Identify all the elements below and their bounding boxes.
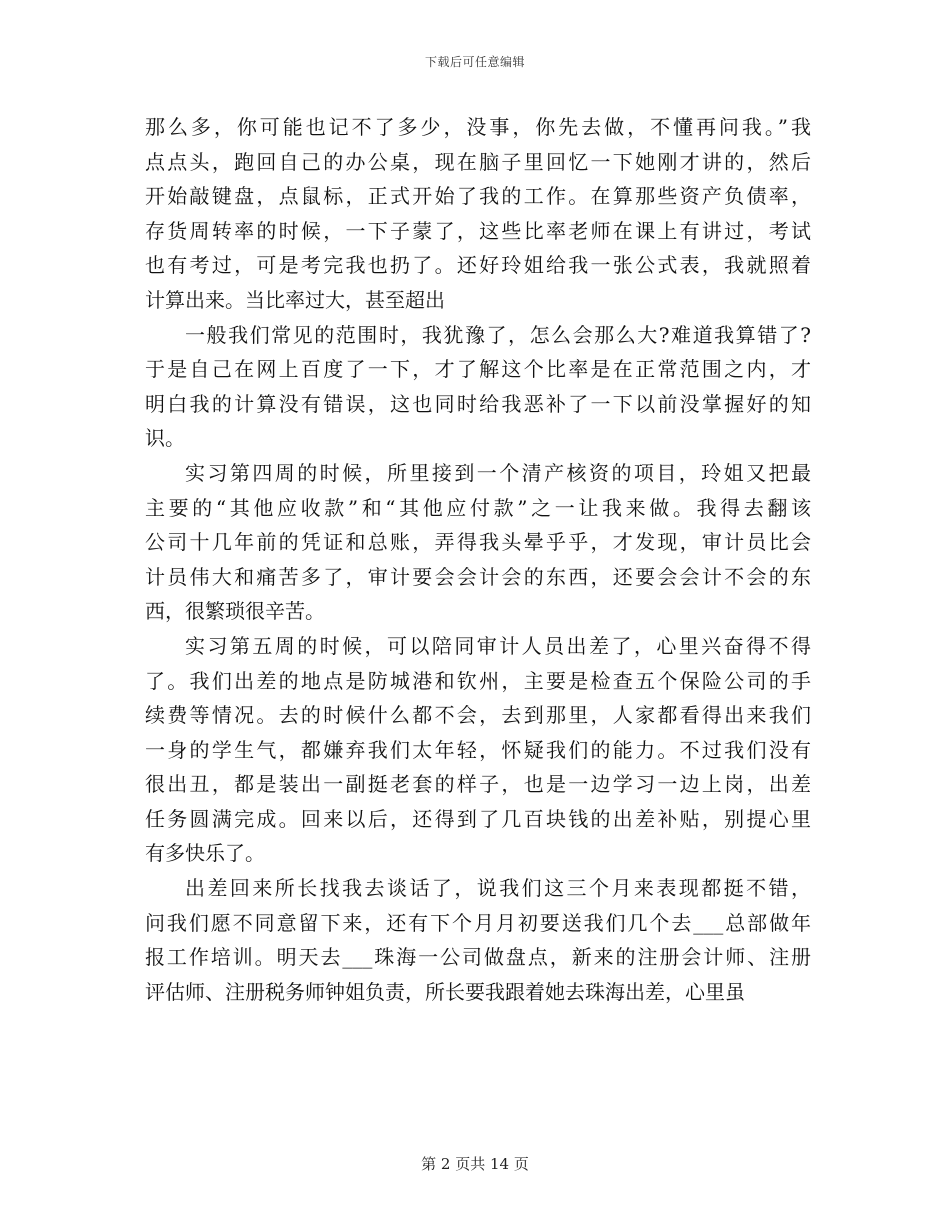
paragraph xyxy=(145,318,811,456)
text-line: 开始敲键盘，点鼠标，正式开始了我的工作。在算那些资产负债率， xyxy=(145,184,811,209)
text-line: 续费等情况。去的时候什么都不会，去到那里，人家都看得出来我们 xyxy=(145,703,811,728)
page-header: 下载后可任意编辑 xyxy=(424,55,525,69)
document-body xyxy=(145,110,811,1009)
page-footer: 第 2 页共 14 页 xyxy=(421,1155,529,1173)
text-line: 出差回来所长找我去谈话了，说我们这三个月来表现都挺不错， xyxy=(185,876,811,901)
text-line: 主要的“其他应收款”和“其他应付款”之一让我来做。我得去翻该 xyxy=(145,495,811,520)
text-line: 评估师、注册税务师钟姐负责，所长要我跟着她去珠海出差，心里虽 xyxy=(145,979,745,1004)
text-line: 那么多，你可能也记不了多少，没事，你先去做，不懂再问我。”我 xyxy=(145,115,811,139)
text-line: 存货周转率的时候，一下子蒙了，这些比率老师在课上有讲过，考试 xyxy=(145,218,811,243)
text-line: 明白我的计算没有错误，这也同时给我恶补了一下以前没掌握好的知 xyxy=(145,391,811,416)
text-line: 问我们愿不同意留下来，还有下个月月初要送我们几个去___总部做年 xyxy=(145,910,811,935)
paragraph xyxy=(145,871,811,1009)
text-line: 实习第五周的时候，可以陪同审计人员出差了，心里兴奋得不得 xyxy=(185,633,811,658)
text-line: 有多快乐了。 xyxy=(145,841,265,866)
text-line: 点点头，跑回自己的办公桌，现在脑子里回忆一下她刚才讲的，然后 xyxy=(145,149,811,174)
text-line: 一般我们常见的范围时，我犹豫了，怎么会那么大?难道我算错了? xyxy=(185,322,811,347)
text-line: 任务圆满完成。回来以后，还得到了几百块钱的出差补贴，别提心里 xyxy=(145,806,811,831)
text-line: 一身的学生气，都嫌弃我们太年轻，怀疑我们的能力。不过我们没有 xyxy=(145,737,811,762)
text-line: 于是自己在网上百度了一下，才了解这个比率是在正常范围之内，才 xyxy=(145,357,811,382)
text-line: 实习第四周的时候，所里接到一个清产核资的项目，玲姐又把最 xyxy=(185,460,811,485)
text-line: 很出丑，都是装出一副挺老套的样子，也是一边学习一边上岗，出差 xyxy=(145,772,811,797)
paragraph xyxy=(145,629,811,871)
text-line: 了。我们出差的地点是防城港和钦州，主要是检查五个保险公司的手 xyxy=(145,668,811,693)
text-line: 报工作培训。明天去___珠海一公司做盘点，新来的注册会计师、注册 xyxy=(145,945,811,970)
text-line: 公司十几年前的凭证和总账，弄得我头晕乎乎，才发现，审计员比会 xyxy=(145,530,811,555)
text-line: 计算出来。当比率过大，甚至超出 xyxy=(145,287,445,312)
text-line: 西，很繁琐很辛苦。 xyxy=(145,599,325,624)
paragraph xyxy=(145,110,811,318)
text-line: 也有考过，可是考完我也扔了。还好玲姐给我一张公式表，我就照着 xyxy=(145,253,811,278)
text-line: 识。 xyxy=(145,426,185,451)
paragraph xyxy=(145,456,811,629)
text-line: 计员伟大和痛苦多了，审计要会会计会的东西，还要会会计不会的东 xyxy=(145,564,811,589)
